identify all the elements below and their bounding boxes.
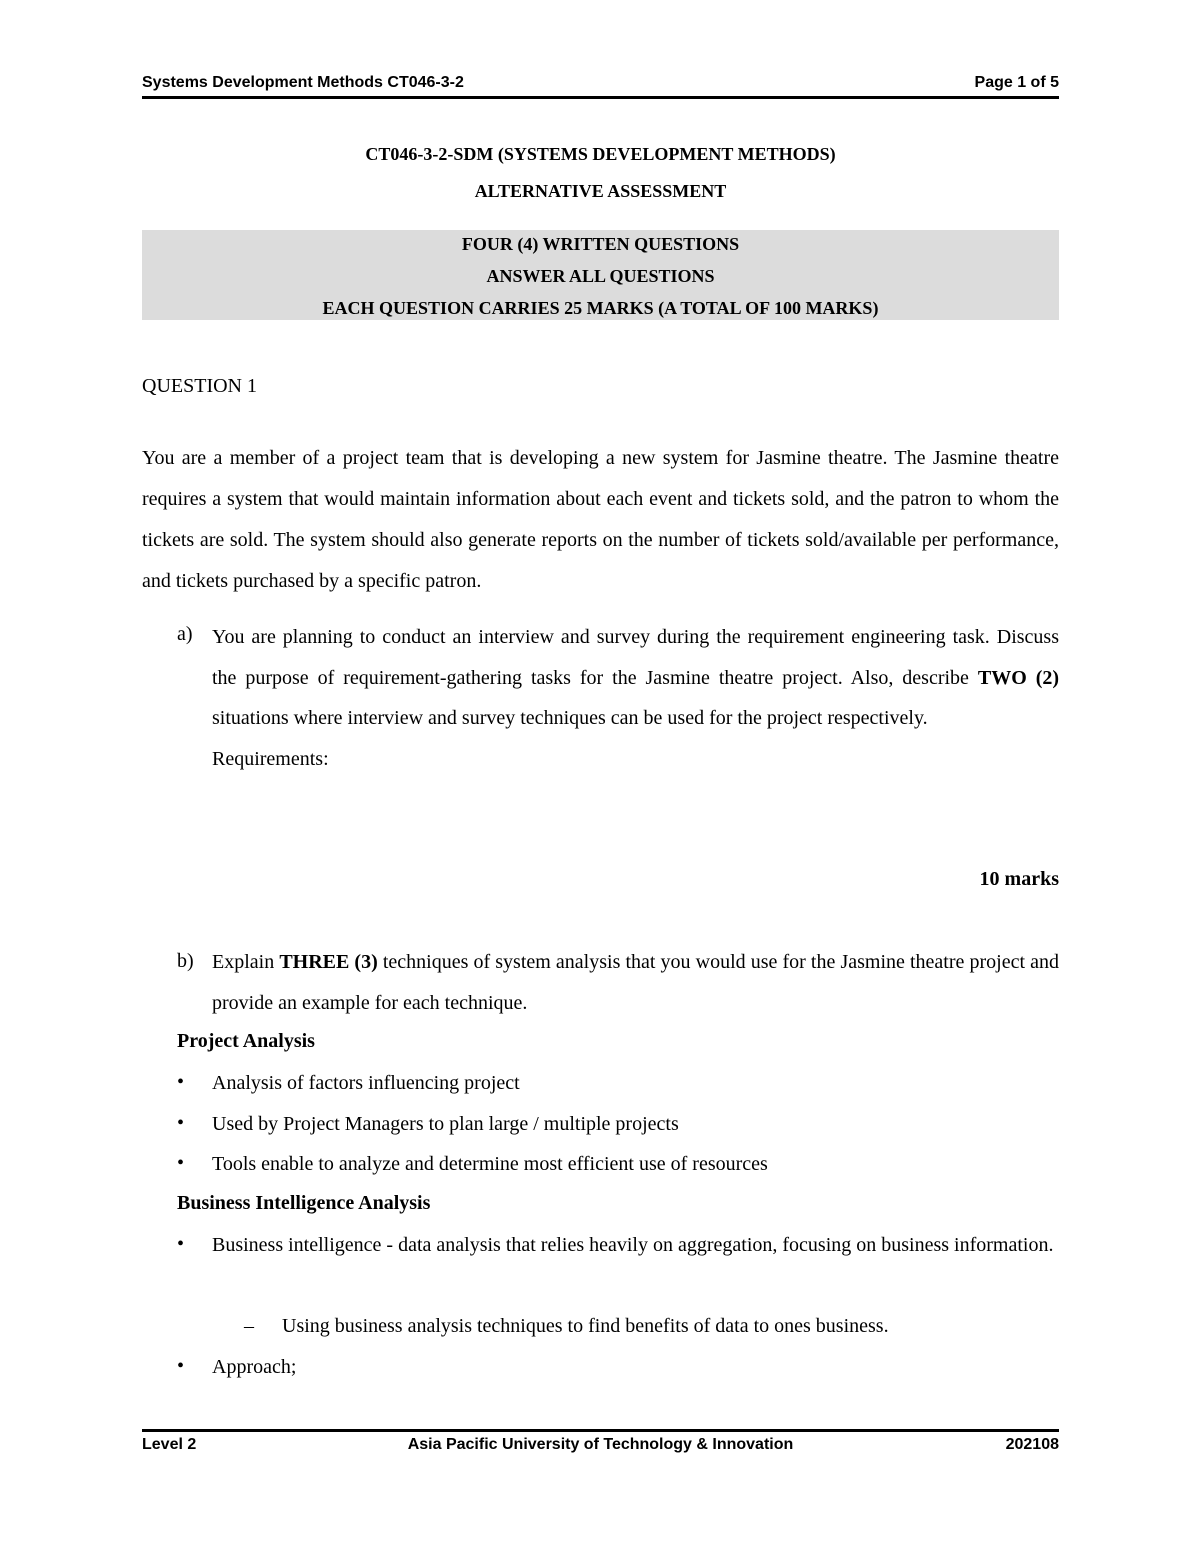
part-a-marks: 10 marks xyxy=(979,868,1059,890)
instructions-line: FOUR (4) WRITTEN QUESTIONS xyxy=(461,234,740,254)
question-intro: You are a member of a project team that is developing a new system for Jasmine theatre. The Jasmine theatre requires a system that would maintain information about each event and tickets sold, and the patron to whom the tickets are sold. The system should also generate reports on the number of tickets sold/available per performance, and tickets purchased by a specific patron. xyxy=(142,447,1059,592)
part-b-emphasis: THREE (3) xyxy=(279,951,378,973)
part-a-emphasis: TWO (2) xyxy=(977,666,1060,689)
list-item: Approach; xyxy=(212,1356,297,1378)
instructions-line: EACH QUESTION CARRIES 25 MARKS (A TOTAL OF 100 MARKS) xyxy=(322,298,879,318)
section-heading-business-intelligence: Business Intelligence Analysis xyxy=(177,1192,431,1214)
list-item: Business intelligence - data analysis that relies heavily on aggregation, focusing on business information. xyxy=(212,1234,1054,1256)
sub-list-item: Using business analysis techniques to find benefits of data to ones business. xyxy=(282,1315,889,1337)
list-item: Used by Project Managers to plan large / multiple projects xyxy=(212,1113,679,1135)
bullet-icon: • xyxy=(177,1355,185,1377)
dash-icon: – xyxy=(244,1315,254,1337)
header-course-title: Systems Development Methods CT046-3-2 xyxy=(142,74,464,91)
bullet-icon: • xyxy=(177,1071,185,1093)
part-b-letter: b) xyxy=(177,950,194,972)
page-footer xyxy=(142,1436,1059,1458)
document-title: CT046-3-2-SDM (SYSTEMS DEVELOPMENT METHODS) xyxy=(365,144,836,164)
header-page-number: Page 1 of 5 xyxy=(974,74,1059,91)
list-item: Tools enable to analyze and determine most efficient use of resources xyxy=(212,1153,768,1175)
footer-code: 202108 xyxy=(1005,1436,1059,1453)
bullet-icon: • xyxy=(177,1152,185,1174)
bullet-icon: • xyxy=(177,1233,185,1255)
header-divider xyxy=(142,96,1059,99)
document-subtitle: ALTERNATIVE ASSESSMENT xyxy=(474,181,727,201)
page-header xyxy=(142,70,1059,96)
part-a-letter: a) xyxy=(177,623,193,645)
instructions-box xyxy=(142,230,1059,320)
question-heading: QUESTION 1 xyxy=(142,375,257,397)
footer-divider xyxy=(142,1429,1059,1432)
footer-institution: Asia Pacific University of Technology & Innovation xyxy=(407,1436,794,1453)
footer-level: Level 2 xyxy=(142,1436,197,1453)
instructions-line: ANSWER ALL QUESTIONS xyxy=(486,266,715,286)
part-a-text: You are planning to conduct an interview and survey during the requirement engineering task. Discuss the purpose of requirement-gathering tasks for the Jasmine theatre project. Also, describe TWO (2) situations where interview and survey techniques can be used for the project respectively. Requirements: xyxy=(212,626,1060,770)
list-item: Analysis of factors influencing project xyxy=(212,1072,520,1094)
part-b-text: Explain THREE (3) techniques of system analysis that you would use for the Jasmine theatre project and provide an example for each technique. xyxy=(212,951,1059,1014)
bullet-icon: • xyxy=(177,1112,185,1134)
section-heading-project-analysis: Project Analysis xyxy=(177,1030,315,1052)
requirements-label: Requirements: xyxy=(212,747,329,770)
